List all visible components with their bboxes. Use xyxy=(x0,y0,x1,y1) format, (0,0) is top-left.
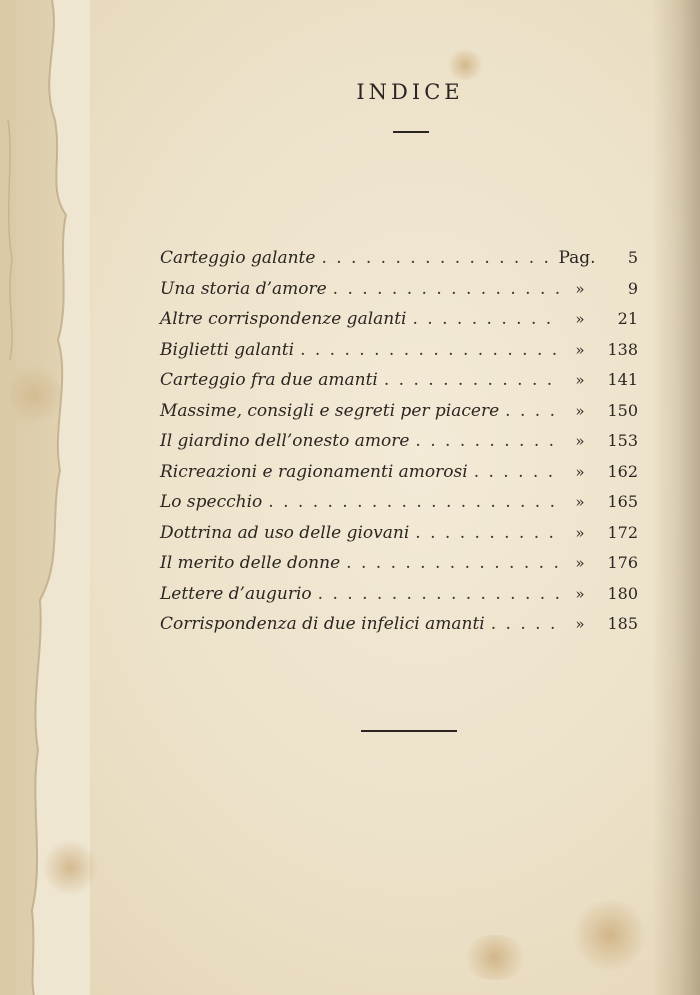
stain-bottom xyxy=(460,935,530,980)
toc-entry xyxy=(160,309,638,340)
toc-entry-page-number: 185 xyxy=(607,614,638,633)
toc-entry xyxy=(160,370,638,401)
toc-entry-page-label: » xyxy=(575,493,585,511)
toc-entry-title: Ricreazioni e ragionamenti amorosi xyxy=(160,461,468,482)
toc-entry xyxy=(160,340,638,371)
toc-entry xyxy=(160,401,638,432)
toc-entry-title: Dottrina ad uso delle giovani xyxy=(160,522,410,543)
toc-entry xyxy=(160,431,638,462)
toc-entry-page-label: » xyxy=(575,371,585,389)
toc-entry xyxy=(160,553,638,584)
toc-entry-page-label: » xyxy=(575,401,585,420)
page-title: INDICE xyxy=(356,80,464,104)
toc-entry-title: Corrispondenza di due infelici amanti xyxy=(160,614,485,634)
toc-entry-title: Lo specchio xyxy=(160,492,263,512)
toc-entry-page-label: » xyxy=(575,615,585,633)
toc-entry-page-number: 5 xyxy=(627,248,638,267)
toc-entry-title: Carteggio galante xyxy=(160,248,316,268)
toc-entry-page-number: 180 xyxy=(607,583,638,603)
toc-entry-title: Il giardino dell’onesto amore xyxy=(160,431,410,451)
table-of-contents xyxy=(160,248,638,645)
toc-entry-page-label: » xyxy=(575,279,585,298)
toc-dot-leader xyxy=(333,279,562,299)
toc-entry-title: Massime, consigli e segreti per piacere xyxy=(160,400,500,421)
toc-entry xyxy=(160,248,638,279)
title-divider xyxy=(393,131,429,133)
toc-dot-leader xyxy=(384,370,562,390)
stain-left xyxy=(40,840,100,895)
toc-entry-page-label: » xyxy=(575,584,585,603)
toc-entry-page-number: 21 xyxy=(617,309,638,328)
toc-entry-page-number: 162 xyxy=(607,461,638,481)
toc-entry-page-number: 9 xyxy=(627,278,638,298)
toc-entry-title: Biglietti galanti xyxy=(160,339,295,360)
toc-dot-leader xyxy=(505,401,562,421)
toc-entry xyxy=(160,462,638,493)
toc-entry-page-number: 165 xyxy=(607,492,638,511)
toc-entry-page-label: » xyxy=(575,523,585,542)
toc-entry-title: Carteggio fra due amanti xyxy=(160,370,378,390)
stain-bottom-right xyxy=(570,900,650,970)
toc-entry-page-number: 138 xyxy=(607,339,638,359)
toc-dot-leader xyxy=(300,340,562,360)
toc-entry-title: Altre corrispondenze galanti xyxy=(160,309,407,329)
toc-entry xyxy=(160,279,638,310)
toc-dot-leader xyxy=(318,584,562,604)
toc-entry xyxy=(160,492,638,523)
right-page-edge xyxy=(652,0,700,995)
toc-dot-leader xyxy=(346,553,562,573)
toc-entry-page-number: 153 xyxy=(607,431,638,450)
toc-entry-page-number: 141 xyxy=(607,370,638,389)
toc-dot-leader xyxy=(413,309,563,329)
toc-dot-leader xyxy=(321,248,556,268)
toc-entry-title: Una storia d’amore xyxy=(160,278,327,299)
toc-entry-page-label: » xyxy=(575,432,585,450)
toc-dot-leader xyxy=(415,431,562,451)
toc-entry xyxy=(160,584,638,615)
toc-entry-title: Il merito delle donne xyxy=(160,553,341,573)
bottom-divider xyxy=(361,730,457,732)
stain-mid-left xyxy=(10,360,60,430)
toc-entry-page-label: » xyxy=(575,554,585,572)
toc-entry-page-number: 150 xyxy=(607,400,638,420)
toc-dot-leader xyxy=(491,614,562,634)
toc-entry-page-label: » xyxy=(575,340,585,359)
toc-entry xyxy=(160,614,638,645)
toc-entry-page-label: » xyxy=(575,310,585,328)
toc-entry-title: Lettere d’augurio xyxy=(160,583,312,604)
toc-entry-page-number: 176 xyxy=(607,553,638,572)
toc-entry-page-label: Pag. xyxy=(558,248,596,268)
toc-entry-page-number: 172 xyxy=(607,522,638,542)
toc-dot-leader xyxy=(268,492,562,512)
toc-dot-leader xyxy=(474,462,562,482)
stain-top xyxy=(445,50,485,80)
toc-entry xyxy=(160,523,638,554)
toc-dot-leader xyxy=(415,523,562,543)
toc-entry-page-label: » xyxy=(575,462,585,481)
